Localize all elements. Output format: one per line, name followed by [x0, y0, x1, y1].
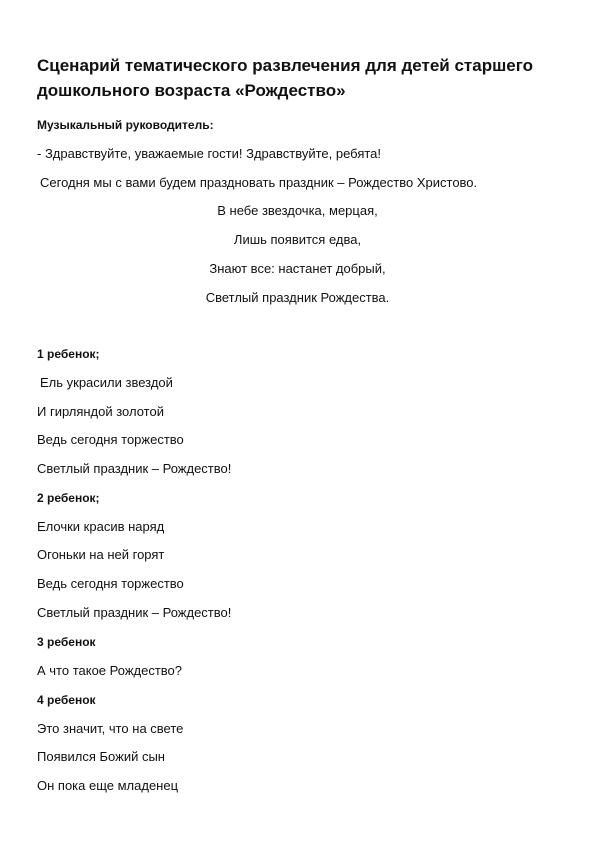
poem-line: Светлый праздник Рождества. [205, 290, 390, 305]
verse-line: Елочки красив наряд [37, 519, 165, 534]
verse-line: Ель украсили звездой [40, 375, 173, 390]
document-title: Сценарий тематического развлечения для детей старшего дошкольного возраста «Рождество» [37, 56, 533, 100]
verse-line: Ведь сегодня торжество [37, 432, 184, 447]
intro-line: Сегодня мы с вами будем праздновать праздник – Рождество Христово. [40, 175, 478, 190]
intro-line: - Здравствуйте, уважаемые гости! Здравствуйте, ребята! [37, 146, 382, 161]
role-label: 3 ребенок [37, 635, 96, 649]
verse-line: Это значит, что на свете [37, 721, 184, 736]
verse-line: Он пока еще младенец [37, 778, 179, 793]
role-label: 4 ребенок [37, 693, 96, 707]
verse-line: Ведь сегодня торжество [37, 576, 184, 591]
poem-line: В небе звездочка, мерцая, [217, 203, 378, 218]
poem-line: Знают все: настанет добрый, [209, 261, 386, 276]
poem-line: Лишь появится едва, [233, 232, 362, 247]
verse-line: И гирляндой золотой [37, 404, 164, 419]
verse-line: Светлый праздник – Рождество! [37, 605, 232, 620]
verse-line: Светлый праздник – Рождество! [37, 461, 232, 476]
role-label: 2 ребенок; [37, 491, 100, 505]
verse-line: А что такое Рождество? [37, 663, 183, 678]
verse-line: Появился Божий сын [37, 749, 165, 764]
speaker-label: Музыкальный руководитель: [37, 118, 214, 132]
verse-line: Огоньки на ней горят [37, 547, 165, 562]
role-label: 1 ребенок; [37, 347, 100, 361]
